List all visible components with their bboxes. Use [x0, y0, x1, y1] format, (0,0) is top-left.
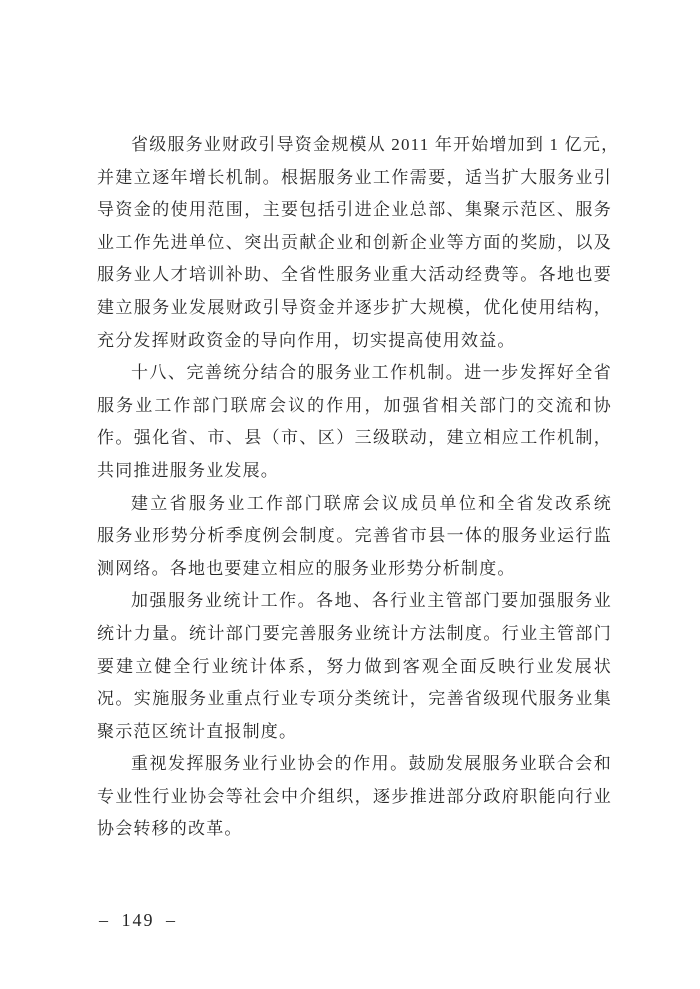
text-line: 建立服务业发展财政引导资金并逐步扩大规模，优化使用结构， [97, 297, 612, 317]
text-line: 业工作先进单位、突出贡献企业和创新企业等方面的奖励，以及 [97, 232, 612, 252]
text-line: 测网络。各地也要建立相应的服务业形势分析制度。 [97, 558, 516, 578]
text-line: 统计力量。统计部门要完善服务业统计方法制度。行业主管部门 [97, 623, 612, 643]
text-line: 要建立健全行业统计体系，努力做到客观全面反映行业发展状 [97, 656, 612, 676]
document-body [97, 129, 620, 846]
paragraph [97, 129, 620, 357]
text-line: 十八、完善统分结合的服务业工作机制。进一步发挥好全省 [131, 363, 612, 383]
text-line: 加强服务业统计工作。各地、各行业主管部门要加强服务业 [131, 591, 612, 611]
text-line: 聚示范区统计直报制度。 [97, 721, 298, 741]
text-line: 专业性行业协会等社会中介组织，逐步推进部分政府职能向行业 [97, 786, 612, 806]
text-line: 服务业人才培训补助、全省性服务业重大活动经费等。各地也要 [97, 265, 612, 285]
text-line: 协会转移的改革。 [97, 819, 243, 839]
paragraph [97, 585, 612, 748]
paragraph [97, 748, 612, 846]
text-line: 况。实施服务业重点行业专项分类统计，完善省级现代服务业集 [97, 689, 612, 709]
text-line: 服务业形势分析季度例会制度。完善省市县一体的服务业运行监 [97, 526, 612, 546]
text-line: 作。强化省、市、县（市、区）三级联动，建立相应工作机制， [97, 428, 612, 448]
paragraph [97, 357, 612, 487]
text-line: 服务业工作部门联席会议的作用，加强省相关部门的交流和协 [97, 395, 612, 415]
page-number: – 149 – [99, 910, 177, 930]
text-line: 共同推进服务业发展。 [97, 460, 279, 480]
text-line: 充分发挥财政资金的导向作用，切实提高使用效益。 [97, 330, 516, 350]
text-line: 重视发挥服务业行业协会的作用。鼓励发展服务业联合会和 [131, 754, 612, 774]
text-line: 并建立逐年增长机制。根据服务业工作需要，适当扩大服务业引 [97, 167, 612, 187]
text-line: 导资金的使用范围，主要包括引进企业总部、集聚示范区、服务 [97, 200, 612, 220]
paragraph [97, 488, 612, 586]
text-line: 省级服务业财政引导资金规模从 2011 年开始增加到 1 亿元， [131, 135, 620, 154]
text-line: 建立省服务业工作部门联席会议成员单位和全省发改系统 [131, 493, 612, 513]
